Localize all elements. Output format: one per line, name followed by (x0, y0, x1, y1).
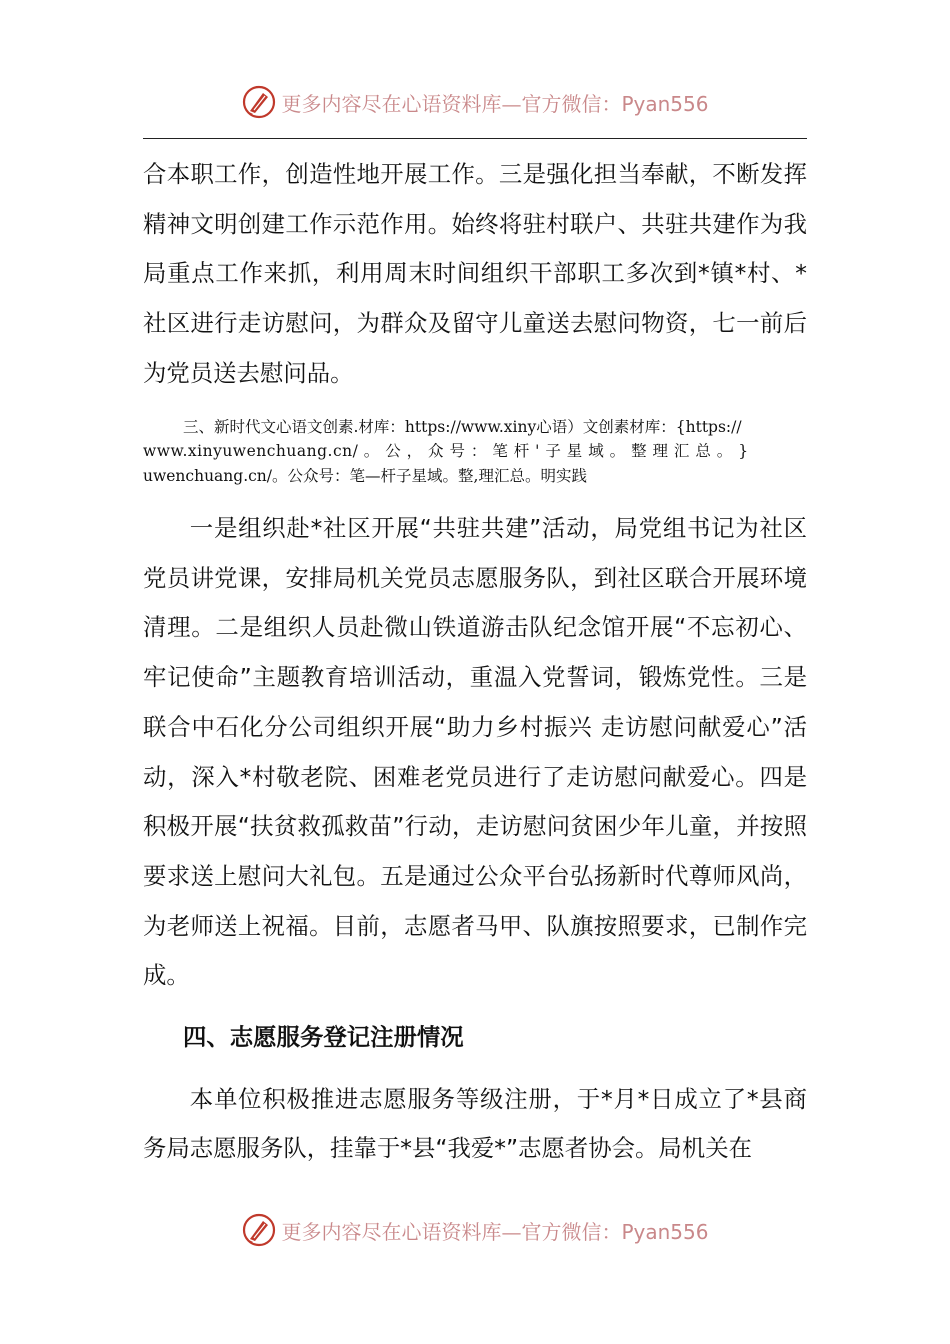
section-3-line-1: 三、新时代文心语文创素.材库：https://www.xiny心语）文创素材库：{https:// (183, 417, 742, 436)
banner-title (281, 88, 708, 117)
header-divider (143, 138, 807, 139)
footer-dash: — (501, 1219, 522, 1244)
footer-wechat: 官方微信：Pyan556 (521, 1219, 709, 1244)
banner-dash: — (501, 91, 522, 116)
pen-nib-icon (241, 84, 277, 120)
banner-wechat: 官方微信：Pyan556 (521, 91, 709, 116)
banner-main-text: 更多内容尽在心语资料库 (281, 91, 502, 116)
paragraph-2: 一是组织赴*社区开展“共驻共建”活动，局党组书记为社区党员讲党课，安排局机关党员志愿服务队，到社区联合开展环境清理。二是组织人员赴微山铁道游击队纪念馆开展“不忘初心、牢记使命”主题教育培训活动，重温入党誓词，锻炼党性。三是联合中石化分公司组织开展“助力乡村振兴 走访慰问献爱心”活动，深入*村敬老院、困难老党员进行了走访慰问献爱心。四是积极开展“扶贫救孤救苗”行动，走访慰问贫困少年儿童，并按照要求送上慰问大礼包。五是通过公众平台弘扬新时代尊师风尚，为老师送上祝福。目前，志愿者马甲、队旗按照要求，已制作完成。 (143, 514, 807, 990)
footer-banner-title (281, 1216, 708, 1245)
header-banner (0, 80, 950, 124)
paragraph-1: 合本职工作，创造性地开展工作。三是强化担当奉献，不断发挥精神文明创建工作示范作用。始终将驻村联户、共驻共建作为我局重点工作来抓，利用周末时间组织干部职工多次到*镇*村、*社区进行走访慰问，为群众及留守儿童送去慰问物资，七一前后为党员送去慰问品。 (143, 160, 807, 387)
footer-main-text: 更多内容尽在心语资料库 (281, 1219, 502, 1244)
document-body (143, 150, 807, 1174)
footer-banner (0, 1208, 950, 1252)
paragraph-3: 本单位积极推进志愿服务等级注册，于*月*日成立了*县商务局志愿服务队，挂靠于*县“我爱*”志愿者协会。局机关在 (143, 1084, 807, 1163)
section-4-heading: 四、志愿服务登记注册情况 (183, 1023, 464, 1052)
section-3-title (143, 415, 807, 489)
section-3-line-2: www.xinyuwenchuang.cn/ 。 公 ， 众 号 ： 笔 杆 ' 子 星 域 。 整 理 汇 总 。 } (143, 442, 749, 461)
section-3-line-3: uwenchuang.cn/。公众号：笔—杆子星域。整,理汇总。明实践 (143, 466, 587, 485)
pen-nib-icon (241, 1212, 277, 1248)
